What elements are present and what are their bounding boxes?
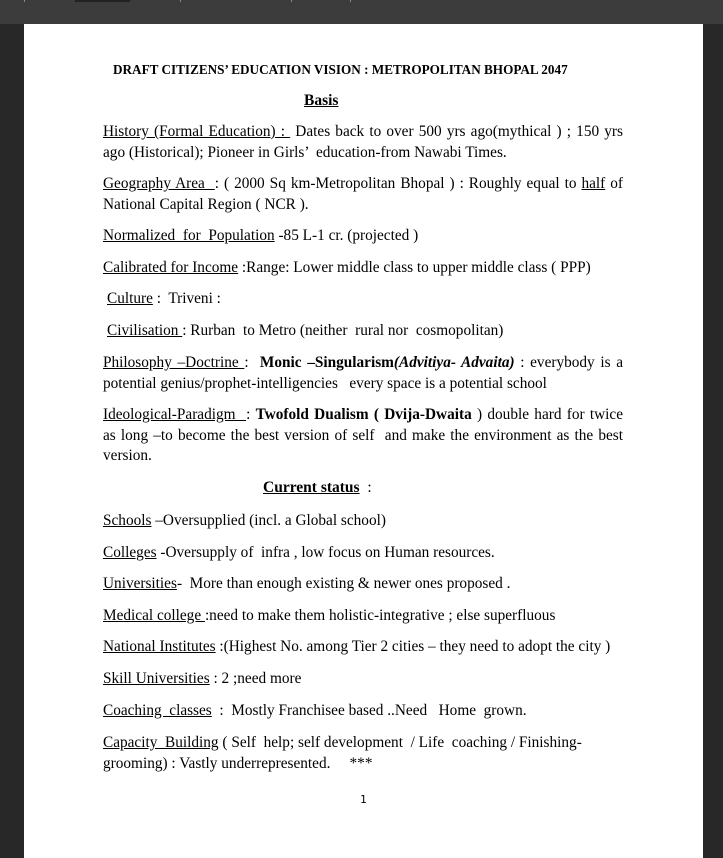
- page-number: 1: [360, 793, 367, 806]
- item-label: Calibrated for Income: [103, 259, 239, 276]
- item-label: Culture: [107, 290, 153, 307]
- basis-item-culture: [107, 289, 627, 310]
- status-item-schools: [103, 511, 623, 532]
- active-tab-indicator[interactable]: [75, 0, 130, 2]
- item-text: Dates back to over 500 yrs ago(mythical ) ; 150 yrs ago (Historical); Pioneer in Girls’ education-from Nawabi Times.: [103, 123, 627, 161]
- status-item-universities: [103, 574, 623, 595]
- status-heading: Current status: [263, 479, 360, 496]
- item-label: Medical college: [103, 607, 205, 624]
- toolbar-divider: [291, 0, 292, 2]
- basis-item-ideological: [103, 405, 627, 467]
- item-text: :need to make them holistic-integrative ; else superfluous: [204, 607, 556, 624]
- item-text: :: [244, 354, 260, 371]
- item-label: Civilisation: [107, 322, 183, 339]
- item-bold-italic: (Advitiya- Advaita): [393, 354, 515, 371]
- item-text: of National Capital Region ( NCR ).: [103, 175, 627, 213]
- basis-item-geography: [103, 174, 627, 215]
- status-item-skill-universities: [103, 669, 623, 690]
- basis-item-civilisation: [107, 321, 627, 342]
- basis-item-population: [103, 226, 623, 247]
- item-text: :: [246, 406, 256, 423]
- viewer-toolbar: [0, 0, 723, 24]
- item-text: : Rurban to Metro (neither rural nor cosmopolitan): [182, 322, 504, 339]
- status-heading-colon: :: [359, 479, 372, 496]
- status-item-capacity-building: [103, 733, 603, 774]
- item-label: Philosophy –Doctrine: [103, 354, 245, 371]
- item-text: - More than enough existing & newer ones proposed .: [176, 575, 511, 592]
- item-label: History (Formal Education) :: [103, 123, 291, 140]
- item-text: ) double hard for twice as long –to become the best version of self and make the environment as the best version.: [103, 406, 627, 464]
- item-text: : Mostly Franchisee based ..Need Home grown.: [211, 702, 527, 719]
- item-label: Ideological-Paradigm: [103, 406, 247, 423]
- status-item-coaching-classes: [103, 701, 623, 722]
- document-title: DRAFT CITIZENS’ EDUCATION VISION : METROPOLITAN BHOPAL 2047: [113, 62, 568, 77]
- item-label: Colleges: [103, 544, 157, 561]
- status-item-national-institutes: [103, 637, 643, 658]
- basis-item-income: [103, 258, 623, 279]
- item-text: :(Highest No. among Tier 2 cities – they need to adopt the city ): [215, 638, 611, 655]
- item-text: : Triveni :: [152, 290, 221, 307]
- item-label: Geography Area: [103, 175, 215, 192]
- item-label: Normalized for Population: [103, 227, 275, 244]
- item-label: Coaching classes: [103, 702, 212, 719]
- basis-item-history: [103, 122, 627, 163]
- item-text: -Oversupply of infra , low focus on Human resources.: [156, 544, 495, 561]
- item-text: : ( 2000 Sq km-Metropolitan Bhopal ) : Roughly equal to: [214, 175, 582, 192]
- basis-item-philosophy: [103, 353, 627, 394]
- item-bold: Monic –Singularism: [259, 354, 394, 371]
- item-text: ( Self help; self development / Life coaching / Finishing-grooming) : Vastly underrepresented. ***: [103, 734, 582, 772]
- basis-heading: Basis: [304, 92, 339, 109]
- item-label: Capacity Building: [103, 734, 219, 751]
- item-text: :Range: Lower middle class to upper middle class ( PPP): [238, 259, 591, 276]
- item-text: : everybody is a potential genius/prophet-intelligencies every space is a potential school: [103, 354, 627, 392]
- item-emphasis: half: [581, 175, 606, 192]
- item-label: Schools: [103, 512, 152, 529]
- status-item-medical-college: [103, 606, 623, 627]
- item-text: -85 L-1 cr. (projected ): [274, 227, 419, 244]
- document-page: [24, 24, 703, 858]
- item-bold: Twofold Dualism ( Dvija-Dwaita: [255, 406, 472, 423]
- toolbar-divider: [350, 0, 351, 2]
- toolbar-divider: [24, 0, 25, 2]
- item-label: Skill Universities: [103, 670, 210, 687]
- item-text: : 2 ;need more: [209, 670, 302, 687]
- item-text: –Oversupplied (incl. a Global school): [151, 512, 386, 529]
- item-label: National Institutes: [103, 638, 216, 655]
- item-label: Universities: [103, 575, 177, 592]
- status-heading-row: [263, 479, 372, 497]
- status-item-colleges: [103, 543, 623, 564]
- toolbar-divider: [180, 0, 181, 2]
